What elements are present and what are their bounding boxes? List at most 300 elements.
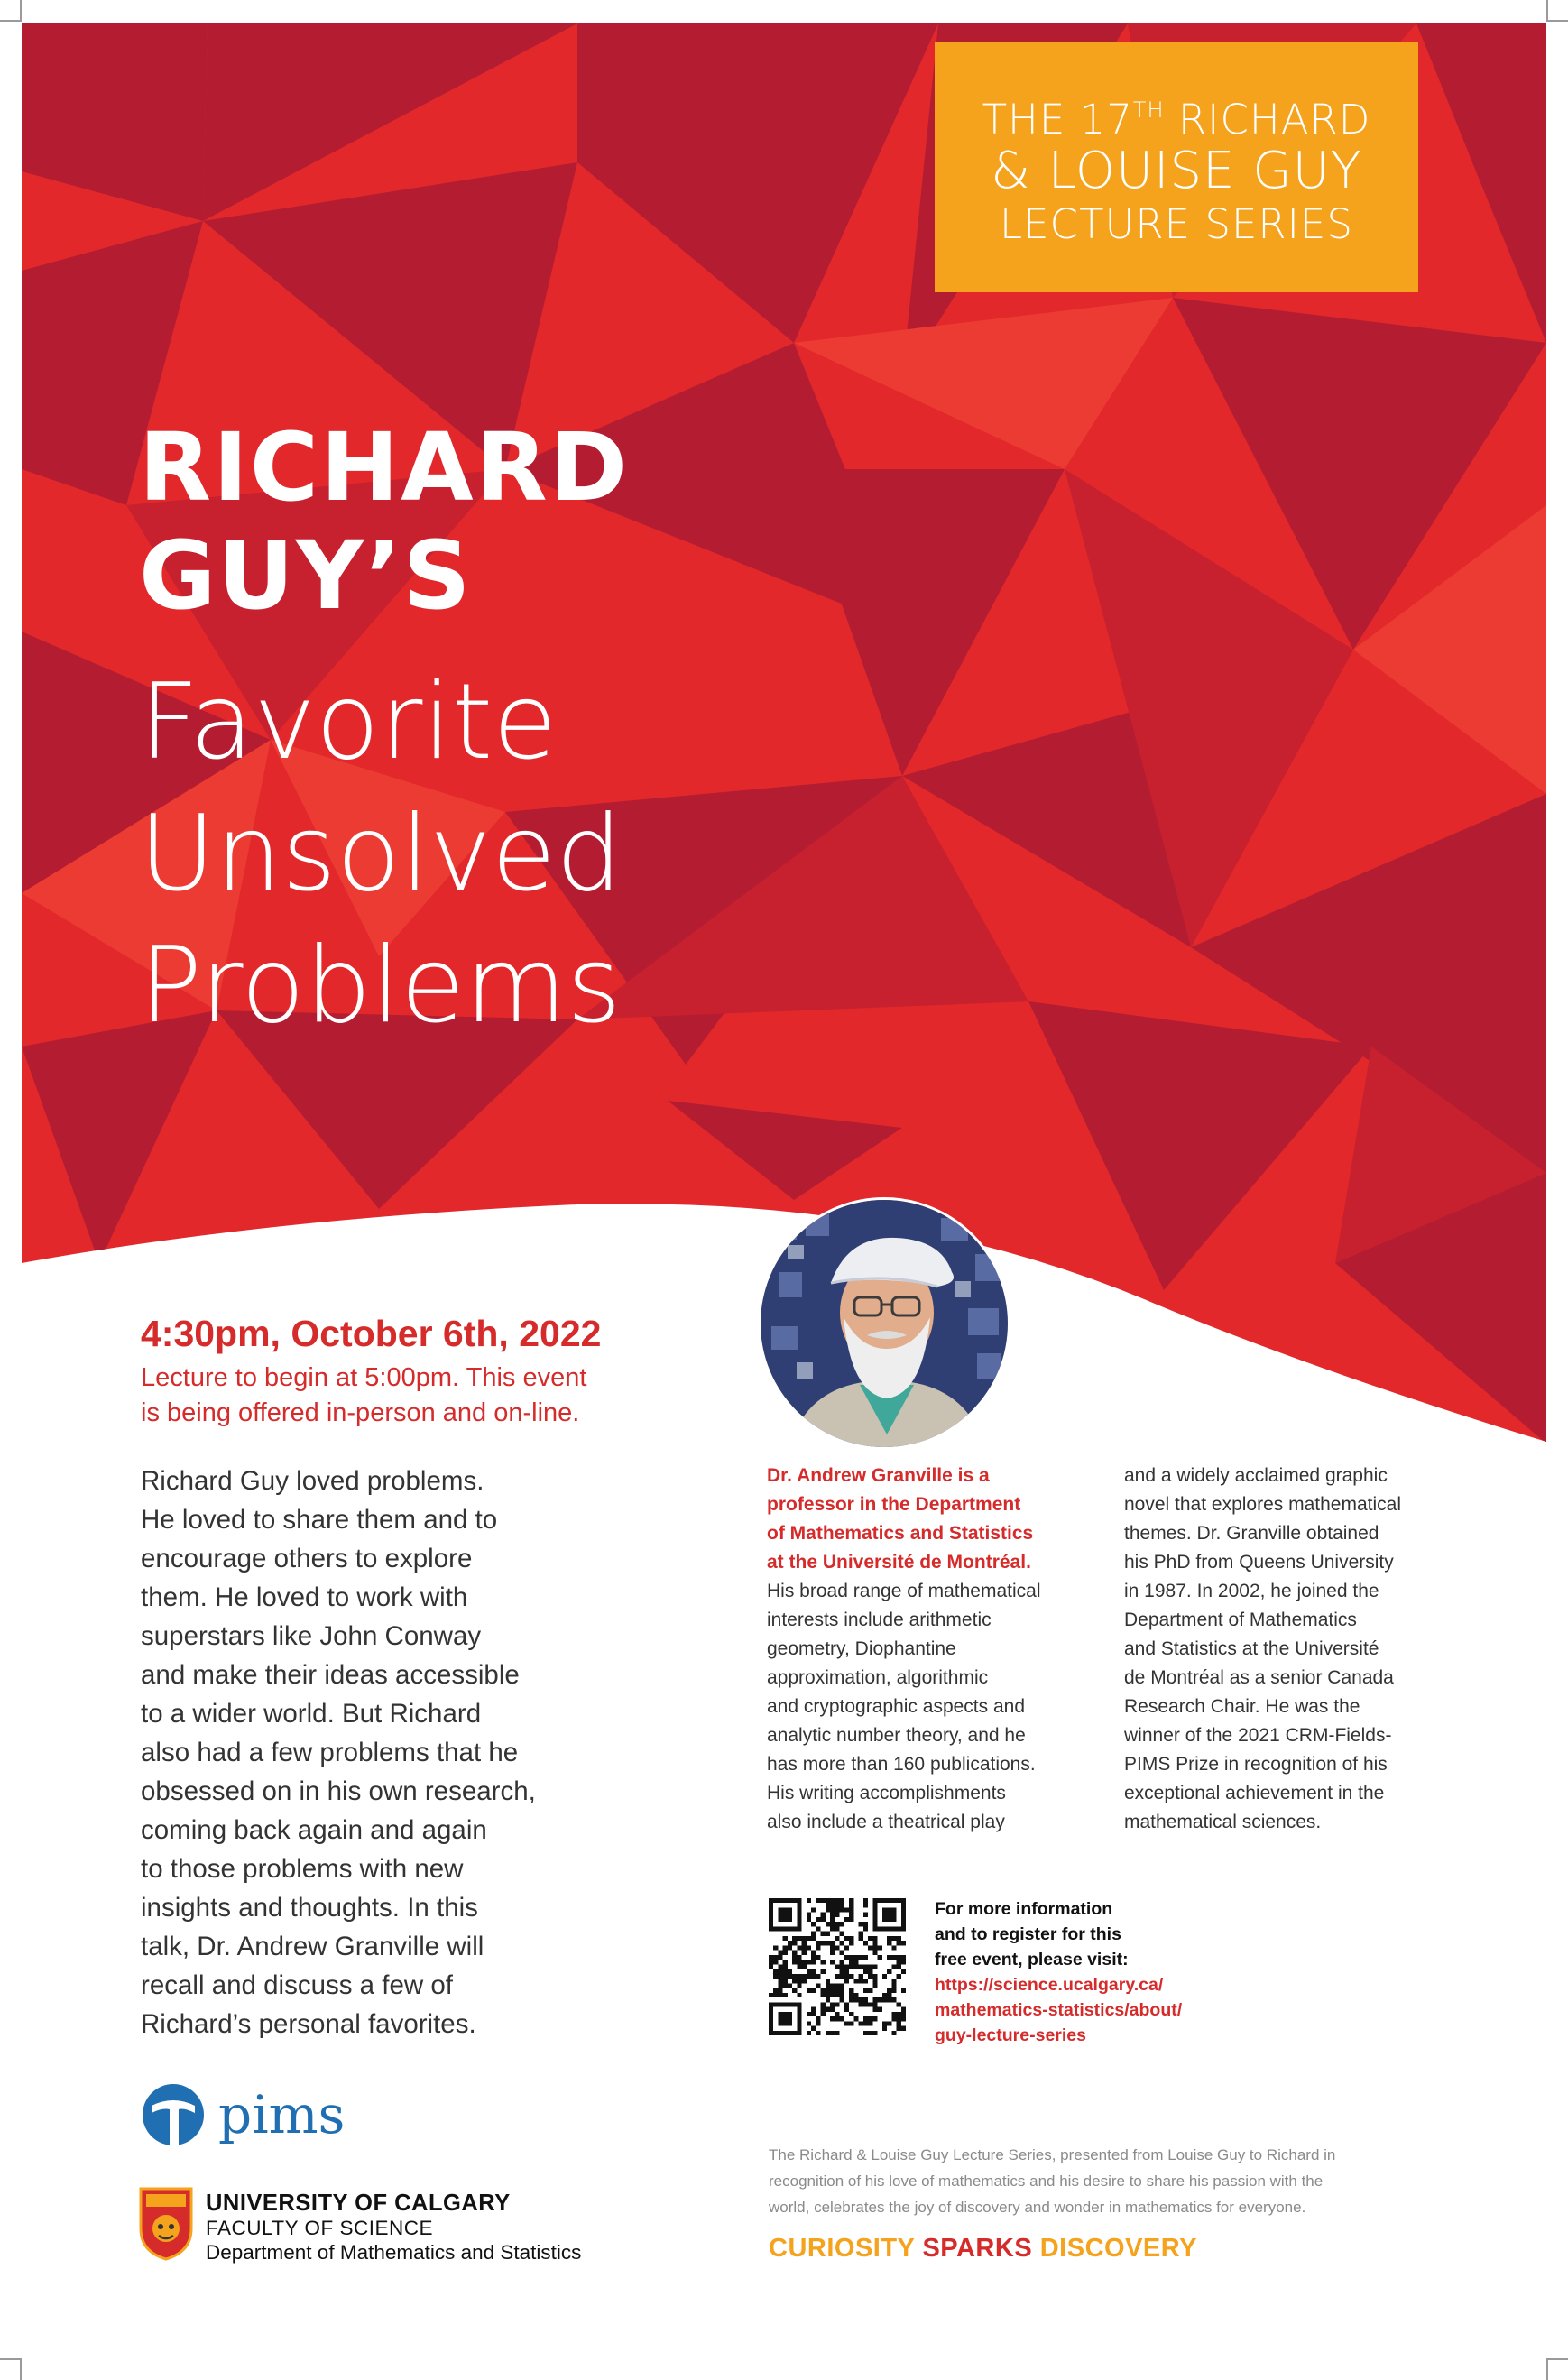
qr-module [835,1936,839,1941]
qr-module [897,1960,901,1964]
qr-module [901,2026,906,2031]
qr-module [891,1983,896,1988]
bio-line: also include a theatrical play [767,1812,1005,1832]
qr-module [891,2031,896,2035]
qr-module [778,1907,792,1922]
qr-module [901,1955,906,1960]
qr-module [872,1974,877,1979]
qr-module [769,1964,773,1969]
qr-module [826,1903,830,1907]
event-subtitle [141,1361,736,1431]
qr-module [844,1955,849,1960]
qr-module [830,1945,835,1950]
qr-module [797,1936,801,1941]
qr-module [826,1988,830,1993]
bio-line: His writing accomplishments [767,1783,1006,1803]
qr-module [811,2007,816,2012]
qr-module [863,1969,868,1974]
qr-module [887,1997,891,2002]
bio-line: de Montréal as a senior Canada [1124,1667,1394,1688]
qr-module [901,1960,906,1964]
qr-module [882,2026,887,2031]
qr-module [859,1979,863,1983]
qr-module [816,1917,820,1922]
qr-module [821,1932,826,1936]
qr-module [807,1898,811,1903]
qr-module [891,2016,896,2021]
qr-module [826,1997,830,2002]
qr-module [840,1969,844,1974]
qr-module [863,2002,868,2006]
bio-line: Research Chair. He was the [1124,1696,1360,1717]
qr-module [773,1988,778,1993]
qr-module [887,1988,891,1993]
qr-module [778,1974,782,1979]
qr-module [773,1945,778,1950]
qr-module [811,1922,816,1926]
qr-module [868,1969,872,1974]
qr-module [769,1955,773,1960]
series-description-line: world, celebrates the joy of discovery and wonder in mathematics for everyone. [769,2199,1306,2216]
event-subtitle-line: Lecture to begin at 5:00pm. This event [141,1363,587,1392]
bio-line: has more than 160 publications. [767,1754,1036,1775]
qr-module [792,1941,797,1945]
qr-module [807,1917,811,1922]
qr-module [853,1979,858,1983]
bio-line: and a widely acclaimed graphic [1124,1465,1388,1486]
qr-module [835,1993,839,1997]
bio-line: themes. Dr. Granville obtained [1124,1523,1379,1544]
qr-module [901,1941,906,1945]
qr-module [821,2007,826,2012]
abstract-line: them. He loved to work with [141,1582,468,1612]
qr-module [849,1903,853,1907]
title-light-line: Unsolved [139,793,623,915]
series-description-line: The Richard & Louise Guy Lecture Series, presented from Louise Guy to Richard in [769,2146,1336,2163]
qr-module [840,1941,844,1945]
abstract-line: insights and thoughts. In this [141,1893,478,1923]
qr-module [797,1974,801,1979]
qr-module [835,2012,839,2016]
qr-module [830,1926,835,1931]
qr-module [835,2016,839,2021]
qr-module [868,1936,872,1941]
qr-module [872,1936,877,1941]
abstract-line: recall and discuss a few of [141,1970,453,2000]
qr-module [887,1941,891,1945]
qr-module [783,1974,788,1979]
qr-module [783,1951,788,1955]
qr-module [853,1955,858,1960]
bio-line: PIMS Prize in recognition of his [1124,1754,1388,1775]
event-datetime: 4:30pm, October 6th, 2022 [141,1313,602,1354]
qr-module [853,1964,858,1969]
qr-module [826,1898,830,1903]
qr-module [821,2002,826,2006]
qr-module [872,1983,877,1988]
registration-link-line[interactable]: mathematics-statistics/about/ [935,2000,1183,2020]
qr-module [891,1988,896,1993]
tagline-word: SPARKS [922,2234,1033,2263]
qr-module [863,1941,868,1945]
qr-module [849,1936,853,1941]
qr-module [891,1997,896,2002]
qr-module [821,1917,826,1922]
qr-module [816,1955,820,1960]
qr-module [844,2021,849,2025]
qr-module [859,1955,863,1960]
qr-module [830,1922,835,1926]
qr-module [844,1979,849,1983]
qr-module [778,1983,782,1988]
qr-module [783,1964,788,1969]
qr-module [859,1974,863,1979]
qr-module [863,1913,868,1917]
qr-module [807,2031,811,2035]
qr-module [792,1951,797,1955]
qr-module [811,2026,816,2031]
qr-module [872,1941,877,1945]
qr-module [882,1997,887,2002]
qr-module [830,1993,835,1997]
qr-module [816,1926,820,1931]
bio-line: and Statistics at the Université [1124,1638,1379,1659]
crop-mark [0,2358,22,2360]
qr-module [849,1917,853,1922]
qr-module [835,1983,839,1988]
qr-module [783,1979,788,1983]
qr-module [887,1969,891,1974]
bio-lead-line: at the Université de Montréal. [767,1552,1031,1573]
qr-module [769,1960,773,1964]
qr-module [863,1979,868,1983]
bio-line: exceptional achievement in the [1124,1783,1385,1803]
qr-module [816,2031,820,2035]
bio-line: novel that explores mathematical [1124,1494,1401,1515]
qr-module [840,1974,844,1979]
qr-module [840,1922,844,1926]
qr-module [897,1974,901,1979]
qr-module [859,1936,863,1941]
qr-module [807,1974,811,1979]
bio-line: and cryptographic aspects and [767,1696,1026,1717]
tagline-word: CURIOSITY [769,2234,915,2263]
qr-module [797,1945,801,1950]
qr-module [835,1945,839,1950]
series-line-1 [935,96,1418,144]
qr-module [868,1964,872,1969]
qr-module [872,1997,877,2002]
qr-module [901,2007,906,2012]
qr-module [868,1945,872,1950]
qr-module [840,1898,844,1903]
qr-module [891,1945,896,1950]
qr-module [802,1951,807,1955]
qr-module [844,1907,849,1912]
qr-module [811,1955,816,1960]
qr-module [863,1926,868,1931]
qr-module [835,1922,839,1926]
abstract-line: superstars like John Conway [141,1621,482,1651]
tagline-word: DISCOVERY [1039,2234,1197,2263]
abstract-line: He loved to share them and to [141,1505,498,1535]
qr-module [887,2021,891,2025]
qr-module [897,1955,901,1960]
qr-module [868,2016,872,2021]
qr-module [853,1960,858,1964]
qr-module [849,1964,853,1969]
qr-module [868,2031,872,2035]
qr-module [830,2002,835,2006]
qr-module [802,1964,807,1969]
qr-module [901,2012,906,2016]
registration-link[interactable] [935,1972,1277,2048]
qr-module [802,1941,807,1945]
abstract-line: and make their ideas accessible [141,1660,520,1690]
qr-module [872,1979,877,1983]
qr-module [778,1964,782,1969]
qr-module [835,1974,839,1979]
qr-module [891,1964,896,1969]
abstract-line: to those problems with new [141,1854,464,1884]
qr-module [807,1969,811,1974]
qr-module [859,1964,863,1969]
crop-mark [1546,2358,1568,2360]
qr-module [901,1988,906,1993]
bio-line: interests include arithmetic [767,1610,992,1630]
qr-module [887,1993,891,1997]
qr-module [859,2021,863,2025]
qr-module [840,1988,844,1993]
qr-module [830,1917,835,1922]
abstract-line: to a wider world. But Richard [141,1699,482,1729]
title-bold [139,413,629,630]
qr-module [859,1922,863,1926]
qr-module [802,1974,807,1979]
abstract-line: Richard’s personal favorites. [141,2009,476,2039]
qr-module [844,1964,849,1969]
qr-module [816,1941,820,1945]
series-line-1-text: THE 17 [982,96,1133,143]
qr-module [802,1936,807,1941]
registration-link-line[interactable]: guy-lecture-series [935,2025,1086,2045]
qr-module [891,1979,896,1983]
qr-module [872,1945,877,1950]
qr-module [816,1898,820,1903]
university-crest-icon [139,2187,193,2261]
qr-module [811,1932,816,1936]
qr-module [769,1993,773,1997]
series-line-2: & LOUISE GUY [991,142,1362,200]
qr-module [840,1964,844,1969]
bio-line: His broad range of mathematical [767,1581,1041,1601]
abstract-line: talk, Dr. Andrew Granville will [141,1932,484,1961]
qr-module [882,2021,887,2025]
qr-module [840,2016,844,2021]
qr-module [849,1993,853,1997]
qr-module [811,1907,816,1912]
qr-module [788,1969,792,1974]
bio-lead-line: Dr. Andrew Granville is a [767,1465,990,1486]
crop-mark [1546,2358,1548,2380]
qr-module [816,2021,820,2025]
qr-module [840,1907,844,1912]
qr-module [863,1903,868,1907]
qr-module [863,2016,868,2021]
qr-module [863,2031,868,2035]
qr-module [840,1951,844,1955]
qr-module [872,2016,877,2021]
faculty-name: FACULTY OF SCIENCE [206,2217,433,2239]
qr-module [849,2012,853,2016]
qr-module [878,1955,882,1960]
info-line: free event, please visit: [935,1950,1129,1969]
registration-info [935,1896,1277,2048]
qr-module [863,1988,868,1993]
qr-module [887,1936,891,1941]
qr-module [897,2021,901,2025]
qr-module [811,2012,816,2016]
qr-code[interactable] [769,1898,906,2035]
qr-module [773,1955,778,1960]
qr-module [835,2031,839,2035]
qr-module [835,1964,839,1969]
qr-module [830,1960,835,1964]
qr-module [778,1969,782,1974]
qr-module [897,1941,901,1945]
qr-module [840,1903,844,1907]
qr-module [897,2002,901,2006]
qr-module [778,1979,782,1983]
bio-line: Department of Mathematics [1124,1610,1357,1630]
qr-module [811,1969,816,1974]
qr-module [891,1955,896,1960]
qr-module [778,1988,782,1993]
qr-module [788,1941,792,1945]
event-subtitle-line: is being offered in-person and on-line. [141,1398,580,1427]
qr-module [802,1945,807,1950]
qr-module [807,1945,811,1950]
abstract-line: obsessed on in his own research, [141,1776,536,1806]
qr-module [807,1960,811,1964]
talk-abstract [141,1462,646,2043]
qr-module [816,1983,820,1988]
qr-module [844,1945,849,1950]
qr-module [863,1898,868,1903]
qr-module [868,1988,872,1993]
qr-module [811,1974,816,1979]
qr-module [826,1983,830,1988]
department-name: Department of Mathematics and Statistics [206,2241,582,2264]
qr-module [872,2007,877,2012]
qr-module [853,2016,858,2021]
series-ordinal-suffix: TH [1132,97,1165,123]
qr-module [878,2007,882,2012]
qr-module [797,1960,801,1964]
qr-module [783,1983,788,1988]
qr-module [821,1960,826,1964]
qr-module [849,1955,853,1960]
bio-lead-line: of Mathematics and Statistics [767,1523,1034,1544]
bio-line: in 1987. In 2002, he joined the [1124,1581,1379,1601]
info-line: and to register for this [935,1924,1121,1944]
qr-module [802,1979,807,1983]
qr-module [792,1988,797,1993]
qr-module [830,2031,835,2035]
qr-module [788,1983,792,1988]
bio-line: his PhD from Queens University [1124,1552,1394,1573]
speaker-photo [758,1197,1010,1450]
qr-module [849,1907,853,1912]
qr-module [816,2016,820,2021]
bio-line: approximation, algorithmic [767,1667,989,1688]
registration-link-line[interactable]: https://science.ucalgary.ca/ [935,1975,1164,1995]
qr-module [830,1951,835,1955]
qr-module [853,1993,858,1997]
qr-module [821,1993,826,1997]
qr-module [849,1974,853,1979]
pims-logo [139,2075,374,2156]
qr-module [840,1993,844,1997]
qr-module [897,2016,901,2021]
qr-module [792,1936,797,1941]
qr-module [802,1960,807,1964]
qr-module [797,1993,801,1997]
qr-module [830,1898,835,1903]
qr-module [835,2002,839,2006]
qr-module [773,1960,778,1964]
title-light-line: Favorite [139,661,558,783]
qr-module [901,1969,906,1974]
qr-module [811,1951,816,1955]
qr-module [826,1907,830,1912]
qr-module [868,2021,872,2025]
qr-module [821,1969,826,1974]
qr-module [807,2012,811,2016]
bio-line: analytic number theory, and he [767,1725,1026,1746]
qr-module [849,1941,853,1945]
bio-line: geometry, Diophantine [767,1638,956,1659]
qr-module [830,1983,835,1988]
qr-module [821,2012,826,2016]
qr-module [863,1997,868,2002]
qr-module [830,1903,835,1907]
qr-module [807,1936,811,1941]
qr-module [872,2031,877,2035]
qr-module [830,1941,835,1945]
qr-module [872,2002,877,2006]
qr-module [792,1974,797,1979]
qr-module [821,1941,826,1945]
qr-module [821,1913,826,1917]
qr-module [849,1960,853,1964]
abstract-line: encourage others to explore [141,1544,473,1573]
qr-module [788,1945,792,1950]
qr-module [811,1988,816,1993]
series-description-line: recognition of his love of mathematics and his desire to share his passion with the [769,2172,1324,2190]
bio-line: mathematical sciences. [1124,1812,1322,1832]
qr-module [891,2012,896,2016]
qr-module [840,1983,844,1988]
qr-module [882,1907,897,1922]
qr-module [863,1964,868,1969]
qr-module [844,1917,849,1922]
qr-module [844,1974,849,1979]
bio-lead-line: professor in the Department [767,1494,1021,1515]
qr-module [830,2016,835,2021]
qr-module [816,1974,820,1979]
qr-module [773,1974,778,1979]
